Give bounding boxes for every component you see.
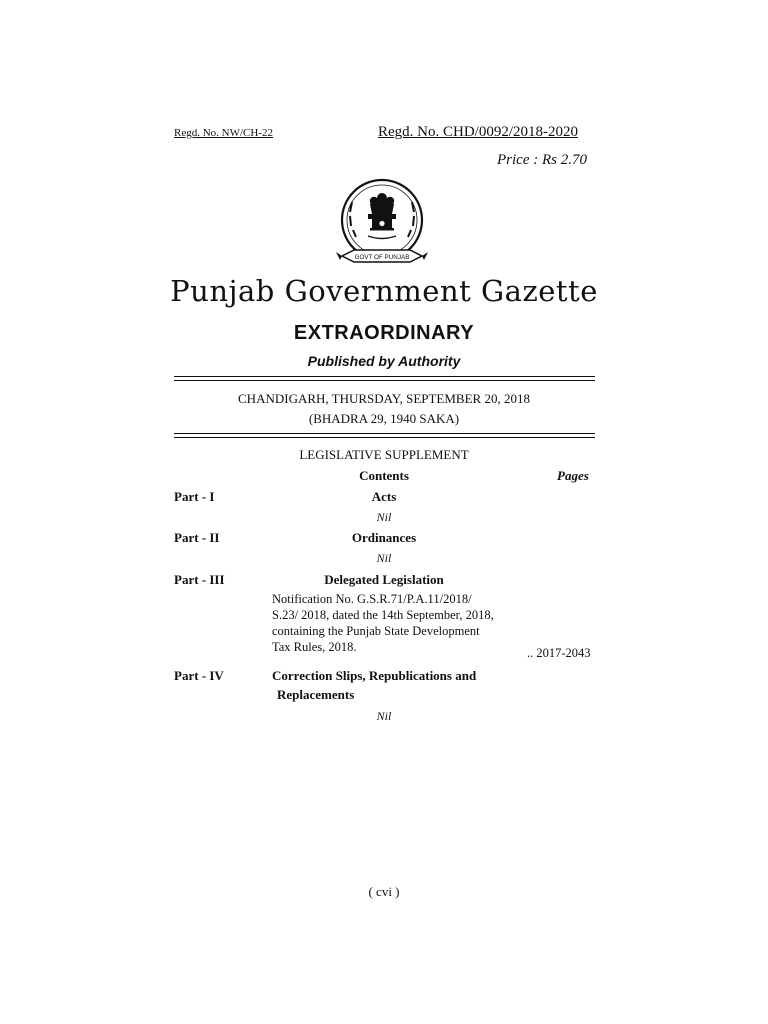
part-title-line: Correction Slips, Republications and: [272, 668, 477, 683]
published-by-authority: Published by Authority: [307, 353, 461, 369]
part-title: Ordinances: [351, 530, 417, 545]
page-range: .. 2017-2043: [527, 646, 591, 660]
part-title: Delegated Legislation: [324, 572, 444, 587]
gazette-title: Punjab Government Gazette: [170, 274, 598, 308]
part-label: Part - IV: [174, 668, 224, 683]
part-label: Part - I: [174, 489, 215, 504]
saka-date: (BHADRA 29, 1940 SAKA): [308, 411, 460, 426]
notification-line: S.23/ 2018, dated the 14th September, 2018,: [272, 608, 494, 622]
dateline: CHANDIGARH, THURSDAY, SEPTEMBER 20, 2018: [238, 391, 530, 406]
emblem-ribbon-text: GOVT OF PUNJAB: [354, 254, 410, 261]
divider: [174, 433, 595, 434]
part-title: Acts: [371, 489, 397, 504]
registration-number: Regd. No. CHD/0092/2018-2020: [378, 124, 578, 140]
notification-line: Tax Rules, 2018.: [272, 640, 357, 654]
state-emblem-icon: [330, 170, 434, 282]
part-title: [272, 666, 512, 704]
divider: [174, 380, 595, 381]
part-entry: Nil: [376, 709, 392, 723]
extraordinary-heading: EXTRAORDINARY: [293, 322, 475, 344]
notification-entry: [272, 591, 512, 655]
notification-line: Notification No. G.S.R.71/P.A.11/2018/: [272, 592, 472, 606]
pages-heading: Pages: [557, 468, 589, 483]
notification-line: containing the Punjab State Development: [272, 624, 480, 638]
part-entry: Nil: [376, 510, 392, 524]
registration-number-small: Regd. No. NW/CH-22: [174, 127, 273, 139]
part-label: Part - II: [174, 530, 220, 545]
page-number: ( cvi ): [368, 884, 400, 899]
divider: [174, 437, 595, 438]
part-title-line: Replacements: [277, 687, 355, 702]
divider: [174, 376, 595, 377]
supplement-heading: LEGISLATIVE SUPPLEMENT: [299, 447, 469, 462]
contents-heading: Contents: [359, 468, 409, 483]
price-label: Price : Rs 2.70: [497, 152, 587, 168]
part-label: Part - III: [174, 572, 225, 587]
part-entry: Nil: [376, 551, 392, 565]
